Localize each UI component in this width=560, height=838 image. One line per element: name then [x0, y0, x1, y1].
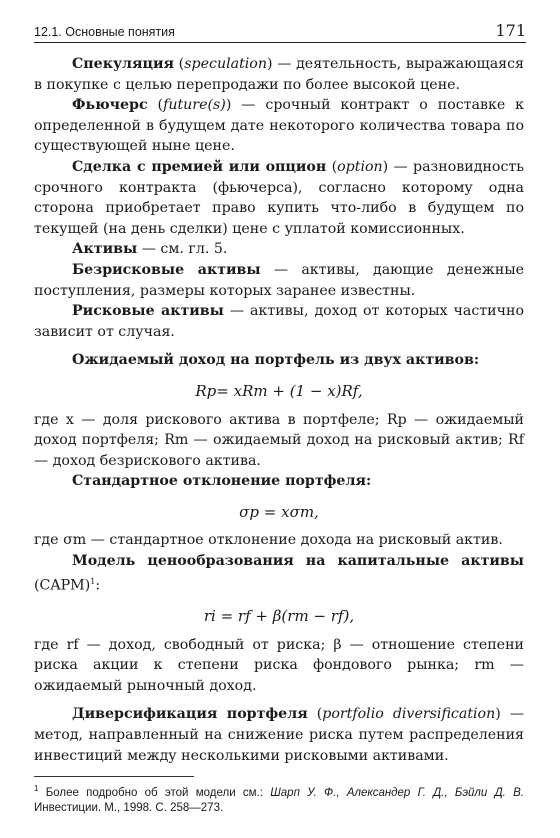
english-term: speculation [184, 56, 267, 72]
running-header [34, 20, 526, 43]
term: Активы [72, 241, 138, 258]
definition: — см. гл. 5. [137, 241, 228, 258]
entry-diversification: Диверсификация портфеля (portfolio diversification) — метод, направленный на снижение риска путем распределения инвестиций между несколькими рисковыми активами. [34, 706, 525, 764]
definition: — деятельность, выражающаяся в покупке с целью перепродажи по более высокой цене. [34, 56, 525, 93]
std-dev-heading: Стандартное отклонение портфеля: [72, 473, 372, 490]
term: Безрисковые активы [72, 261, 261, 278]
entry-futures: Фьючерс (future(s)) — срочный контракт о поставке к определенной в будущем дате некоторого количества товара по существующей ныне цене. [34, 97, 525, 155]
term: Рисковые активы [72, 303, 224, 320]
footnote-authors: Шарп У. Ф., Александер Г. Д., Бэйли Д. В. [270, 786, 524, 799]
english-term: portfolio diversification [322, 706, 496, 723]
definition: — метод, направленный на снижение риска путем распределения инвестиций между несколькими рисковыми активами. [34, 706, 525, 764]
term: Диверсификация портфеля [72, 706, 308, 723]
definition: — активы, доход от которых частично зависит от случая. [34, 303, 524, 340]
expected-return-formula: Rp= xRm + (1 − x)Rf, [195, 381, 363, 400]
std-dev-formula: σp = xσm, [239, 502, 319, 521]
footnote-text: Более подробно об этой модели см.: [38, 786, 271, 799]
capm-abbr: (CAPM) [34, 577, 91, 594]
entry-option: Сделка с премией или опцион (option) — разновидность срочного контракта (фьючерса), согласно которому одна сторона приобретает право купить что-либо в будущем по текущей (на день сделки) цене с уплатой комиссионных. [34, 158, 524, 237]
footnote [34, 781, 524, 817]
page-body [34, 54, 524, 766]
footnote-source: Инвестиции. М., 1998. С. 258—273. [34, 802, 224, 815]
section-title: 12.1. Основные понятия [34, 25, 175, 39]
footnote-divider [34, 776, 194, 777]
english-term: future(s) [163, 97, 226, 114]
term: Фьючерс [72, 97, 148, 114]
capm-heading: Модель ценообразования на капитальные активы (CAPM)$^1$: [34, 553, 524, 594]
definition: — активы, дающие денежные поступления, размеры которых заранее известны. [34, 261, 525, 299]
term: Сделка с премией или опцион [72, 158, 327, 175]
capm-explanation: где rf — доход, свободный от риска; β — отношение степени риска акции к степени риска фондового рынка; rm — ожидаемый рыночный доход. [34, 636, 524, 694]
entry-speculation: Спекуляция (speculation) — деятельность, выражающаяся в покупке с целью перепродажи по более высокой цене. [34, 56, 525, 93]
entry-risky-assets [34, 301, 524, 342]
expected-return-explanation: где x — доля рискового актива в портфеле; Rp — ожидаемый доход портфеля; Rm — ожидаемый доход на рисковый актив; Rf — доход безрискового актива. [34, 411, 524, 469]
capm-formula: ri = rf + β(rm − rf), [203, 606, 355, 625]
english-term: option [337, 158, 383, 175]
std-dev-explanation: где σm — стандартное отклонение дохода на рисковый актив. [34, 532, 503, 549]
entry-riskfree-assets [34, 260, 524, 301]
term: Спекуляция [72, 56, 175, 72]
entry-assets [34, 239, 524, 260]
page-number: 171 [495, 21, 526, 40]
definition: — срочный контракт о поставке к определенной в будущем дате некоторого количества товара по существующей ныне цене. [34, 97, 525, 155]
footnote-ref: 1 [90, 576, 96, 586]
expected-return-heading: Ожидаемый доход на портфель из двух активов: [72, 352, 480, 369]
footnote-mark: 1 [34, 784, 39, 793]
definition: — разновидность срочного контракта (фьючерса), согласно которому одна сторона приобретает право купить что-либо в будущем по текущей (на день сделки) цене с уплатой комиссионных. [34, 158, 524, 237]
